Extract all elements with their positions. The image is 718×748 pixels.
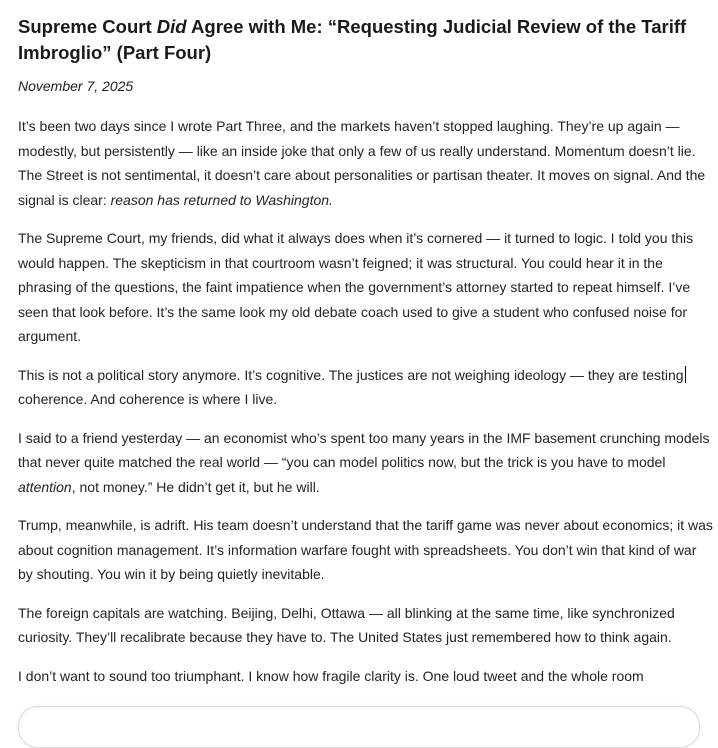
paragraph-4-emphasis: attention <box>18 478 72 495</box>
paragraph-3-text-after: coherence. And coherence is where I live. <box>18 391 278 407</box>
paragraph-7: I don’t want to sound too triumphant. I know how fragile clarity is. One loud tweet and the whole room <box>18 667 644 684</box>
paragraph-3[interactable] <box>18 363 714 412</box>
article-date: November 7, 2025 <box>18 78 134 94</box>
paragraph-1-text: It’s been two days since I wrote Part Three, and the markets haven’t stopped laughing. They’re up again — modestly, but persistently — like an inside joke that only a few of us really understand. Momentum doesn’t lie. The Street is not sentimental, it doesn’t care about personalities or partisan theater. It moves on signal. And the signal is clear: <box>18 118 706 208</box>
article-title <box>18 14 714 66</box>
paragraph-4-text: I said to a friend yesterday — an economist who’s spent too many years in the IMF basement crunching models that never quite matched the real world — “you can model politics now, but the trick is you have to model <box>18 429 710 470</box>
title-emphasis: Did <box>156 16 187 37</box>
paragraph-6: The foreign capitals are watching. Beijing, Delhi, Ottawa — all blinking at the same time, like synchronized curiosity. They’ll recalibrate because they have to. The United States just remembered how to think again. <box>18 604 675 645</box>
paragraph-3-text-before: This is not a political story anymore. It’s cognitive. The justices are not weighing ideology — they are testing <box>18 366 684 383</box>
paragraph-1 <box>18 114 714 212</box>
title-part-1: Supreme Court <box>18 16 157 37</box>
paragraph-4 <box>18 426 714 500</box>
paragraph-2: The Supreme Court, my friends, did what it always does when it’s cornered — it turned to logic. I told you this would happen. The skepticism in that courtroom wasn’t feigned; it was structural. You could hear it in the phrasing of the questions, the faint impatience when the government’s attorney started to repeat himself. I’ve seen that look before. It’s the same look my old debate coach used to give a student who confused noise for argument. <box>18 230 694 344</box>
paragraph-4-end: , not money.” He didn’t get it, but he will. <box>71 478 320 495</box>
paragraph-1-emphasis: reason has returned to Washington. <box>110 191 333 208</box>
article <box>18 14 714 688</box>
message-composer[interactable] <box>18 706 700 748</box>
title-part-2: Agree with Me: “Requesting Judicial Review of the Tariff Imbroglio” (Part Four) <box>18 16 687 63</box>
paragraph-5: Trump, meanwhile, is adrift. His team doesn’t understand that the tariff game was never about economics; it was about cognition management. It’s information warfare fought with spreadsheets. You don’t win that kind of war by shouting. You win it by being quietly inevitable. <box>18 517 713 582</box>
text-cursor <box>685 366 686 383</box>
